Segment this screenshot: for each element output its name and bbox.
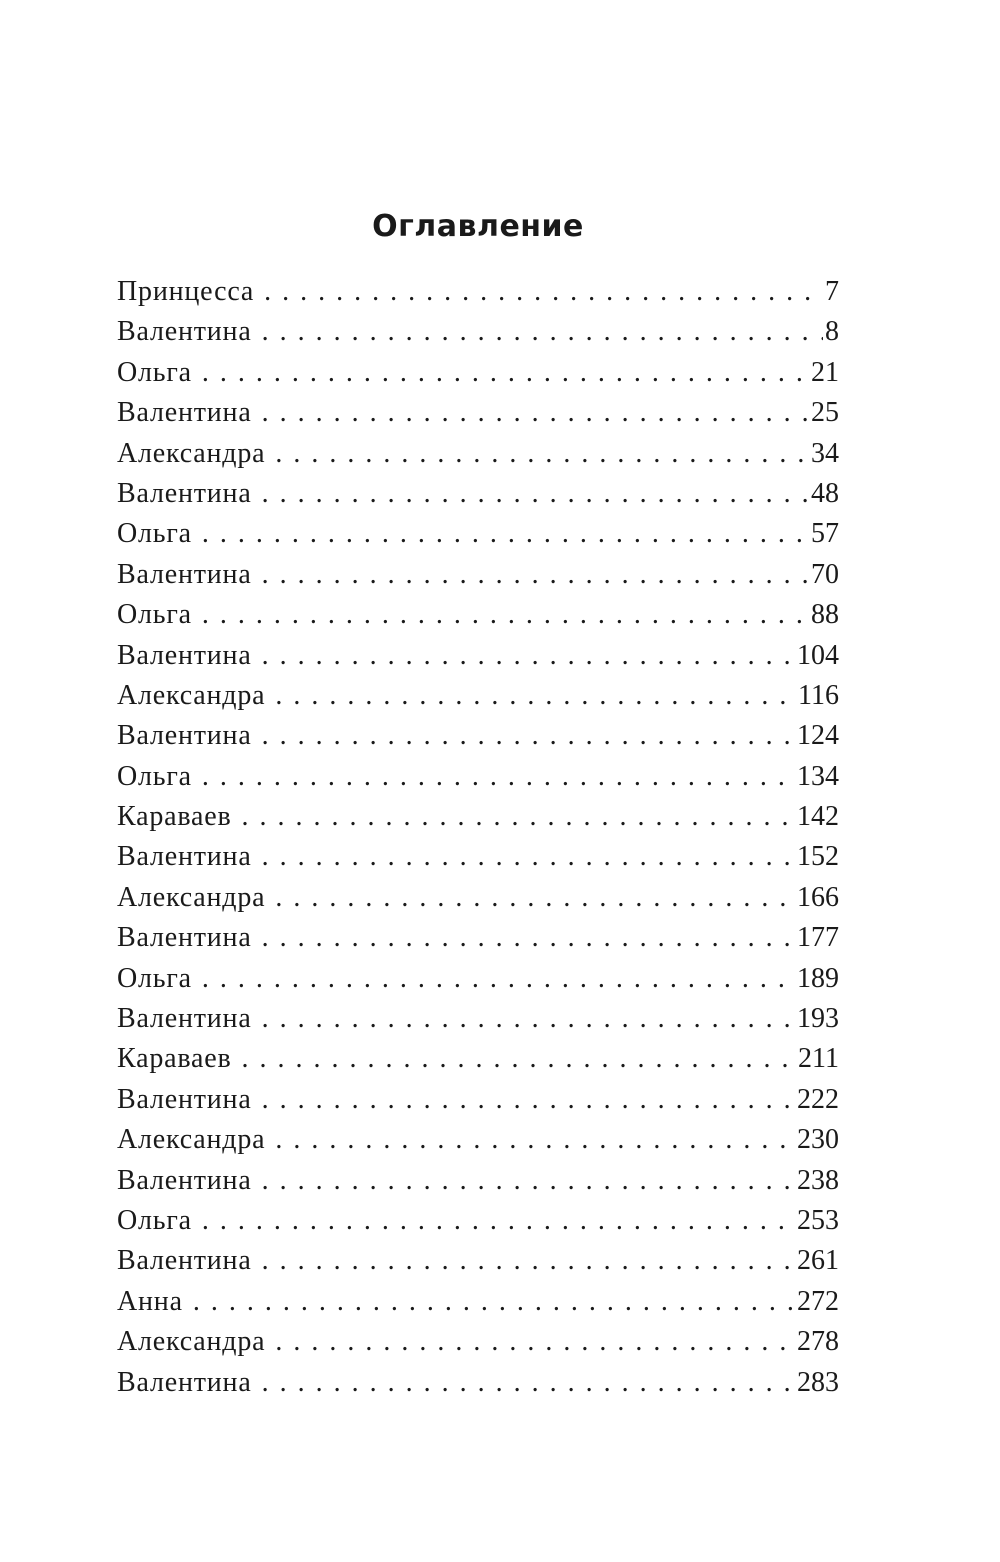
- toc-entry[interactable]: [117, 272, 839, 312]
- dot-leader: [262, 837, 795, 877]
- dot-leader: [193, 1282, 795, 1322]
- toc-entry-page-number: 177: [797, 922, 839, 954]
- toc-entry[interactable]: [117, 1282, 839, 1322]
- toc-entry[interactable]: [117, 959, 839, 999]
- toc-entry-page-number: 272: [797, 1285, 839, 1317]
- toc-entry[interactable]: [117, 837, 839, 877]
- toc-entry-page-number: 116: [798, 679, 839, 711]
- toc-entry[interactable]: [117, 676, 839, 716]
- toc-entry-title: Валентина: [117, 1366, 252, 1398]
- toc-entry-page-number: 211: [798, 1043, 839, 1075]
- toc-entry-page-number: 57: [811, 518, 839, 550]
- toc-entry-page-number: 21: [811, 356, 839, 388]
- toc-entry[interactable]: [117, 716, 839, 756]
- dot-leader: [262, 393, 809, 433]
- dot-leader: [242, 1039, 797, 1079]
- toc-entry[interactable]: [117, 393, 839, 433]
- dot-leader: [262, 1241, 795, 1281]
- toc-entry-title: Александра: [117, 679, 266, 711]
- dot-leader: [262, 716, 795, 756]
- toc-entry[interactable]: [117, 757, 839, 797]
- toc-entry-title: Валентина: [117, 397, 252, 429]
- dot-leader: [202, 1201, 795, 1241]
- dot-leader: [275, 434, 809, 474]
- dot-leader: [202, 757, 795, 797]
- toc-entry-title: Александра: [117, 1326, 266, 1358]
- toc-entry-page-number: 70: [811, 558, 839, 590]
- toc-entry[interactable]: [117, 353, 839, 393]
- toc-entry-page-number: 253: [797, 1204, 839, 1236]
- toc-entry[interactable]: [117, 918, 839, 958]
- dot-leader: [262, 312, 823, 352]
- dot-leader: [264, 272, 823, 312]
- toc-entry[interactable]: [117, 474, 839, 514]
- toc-entry-title: Валентина: [117, 1083, 252, 1115]
- toc-entry-title: Валентина: [117, 316, 252, 348]
- toc-entry-page-number: 283: [797, 1366, 839, 1398]
- dot-leader: [262, 999, 795, 1039]
- toc-entry-page-number: 189: [797, 962, 839, 994]
- dot-leader: [202, 959, 795, 999]
- toc-entry-page-number: 261: [797, 1245, 839, 1277]
- toc-entry-page-number: 222: [797, 1083, 839, 1115]
- toc-entry-title: Анна: [117, 1285, 183, 1317]
- toc-entry-title: Александра: [117, 881, 266, 913]
- toc-entry[interactable]: [117, 1241, 839, 1281]
- dot-leader: [242, 797, 796, 837]
- toc-entry[interactable]: [117, 1120, 839, 1160]
- dot-leader: [202, 514, 809, 554]
- dot-leader: [202, 595, 809, 635]
- toc-entry-title: Принцесса: [117, 276, 255, 307]
- toc-entry-page-number: 238: [797, 1164, 839, 1196]
- toc-entry-page-number: 34: [811, 437, 839, 469]
- toc-entry-page-number: 134: [797, 760, 839, 792]
- dot-leader: [262, 474, 809, 514]
- dot-leader: [275, 878, 795, 918]
- table-of-contents: [117, 272, 839, 1403]
- toc-entry-page-number: 25: [811, 397, 839, 429]
- toc-entry-page-number: 152: [797, 841, 839, 873]
- toc-entry-title: Ольга: [117, 518, 192, 550]
- toc-entry-page-number: 88: [811, 599, 839, 631]
- toc-entry[interactable]: [117, 514, 839, 554]
- toc-entry-title: Валентина: [117, 558, 252, 590]
- toc-entry-page-number: 278: [797, 1326, 839, 1358]
- toc-entry[interactable]: [117, 797, 839, 837]
- toc-entry[interactable]: [117, 1161, 839, 1201]
- toc-entry-title: Валентина: [117, 841, 252, 873]
- toc-entry-page-number: 48: [811, 477, 839, 509]
- toc-entry[interactable]: [117, 878, 839, 918]
- toc-entry[interactable]: [117, 1363, 839, 1403]
- dot-leader: [202, 353, 809, 393]
- toc-entry-title: Валентина: [117, 922, 252, 954]
- dot-leader: [262, 1161, 795, 1201]
- toc-entry-title: Валентина: [117, 1164, 252, 1196]
- toc-entry[interactable]: [117, 1080, 839, 1120]
- toc-entry-title: Ольга: [117, 599, 192, 631]
- dot-leader: [262, 918, 795, 958]
- toc-entry-page-number: 230: [797, 1124, 839, 1156]
- dot-leader: [275, 1120, 795, 1160]
- toc-entry[interactable]: [117, 434, 839, 474]
- toc-entry[interactable]: [117, 312, 839, 352]
- toc-entry[interactable]: [117, 1039, 839, 1079]
- dot-leader: [275, 676, 796, 716]
- toc-entry-title: Валентина: [117, 1003, 252, 1035]
- toc-entry-title: Ольга: [117, 356, 192, 388]
- toc-entry-title: Валентина: [117, 477, 252, 509]
- toc-entry[interactable]: [117, 595, 839, 635]
- toc-entry-page-number: 104: [797, 639, 839, 671]
- dot-leader: [275, 1322, 795, 1362]
- toc-entry-page-number: 8: [825, 316, 839, 348]
- toc-entry[interactable]: [117, 1201, 839, 1241]
- toc-entry-page-number: 142: [797, 801, 839, 833]
- toc-entry[interactable]: [117, 1322, 839, 1362]
- toc-entry-title: Александра: [117, 437, 266, 469]
- toc-entry-title: Караваев: [117, 801, 232, 833]
- dot-leader: [262, 1080, 795, 1120]
- toc-entry-title: Ольга: [117, 962, 192, 994]
- toc-entry-title: Ольга: [117, 1204, 192, 1236]
- toc-entry-title: Валентина: [117, 720, 252, 752]
- toc-entry-title: Александра: [117, 1124, 266, 1156]
- toc-entry-page-number: 7: [825, 276, 839, 307]
- toc-entry[interactable]: [117, 999, 839, 1039]
- dot-leader: [262, 636, 795, 676]
- dot-leader: [262, 555, 809, 595]
- toc-entry[interactable]: [117, 555, 839, 595]
- page-title: Оглавление: [372, 209, 584, 244]
- toc-entry-page-number: 193: [797, 1003, 839, 1035]
- toc-entry[interactable]: [117, 636, 839, 676]
- toc-entry-title: Валентина: [117, 639, 252, 671]
- toc-entry-page-number: 166: [797, 881, 839, 913]
- toc-entry-title: Караваев: [117, 1043, 232, 1075]
- toc-entry-title: Валентина: [117, 1245, 252, 1277]
- dot-leader: [262, 1363, 795, 1403]
- toc-entry-page-number: 124: [797, 720, 839, 752]
- toc-entry-title: Ольга: [117, 760, 192, 792]
